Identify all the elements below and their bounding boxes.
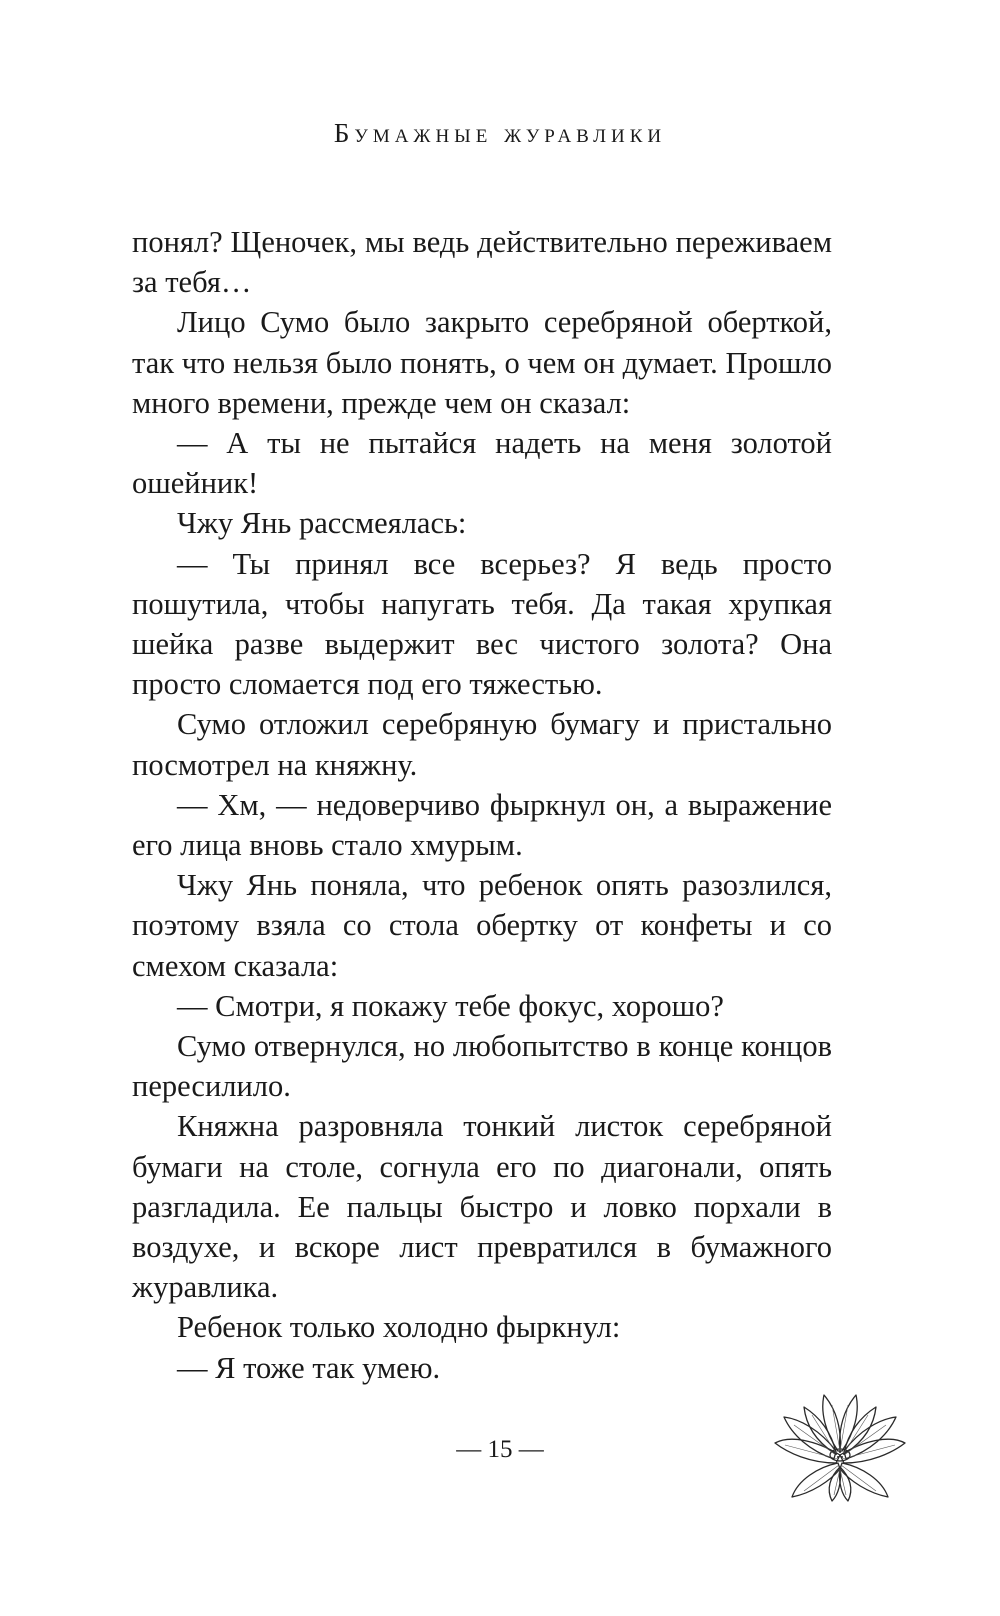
paragraph: понял? Щеночек, мы ведь действительно переживаем за тебя… bbox=[132, 225, 832, 300]
paragraph: Лицо Сумо было закрыто серебряной оберткой, так что нельзя было понять, о чем он думает. Прошло много времени, прежде чем он сказал: bbox=[132, 305, 832, 420]
paragraph: — Хм, — недоверчиво фыркнул он, а выражение его лица вновь стало хмурым. bbox=[132, 787, 832, 863]
paragraph: — Я тоже так умею. bbox=[177, 1350, 441, 1385]
paragraph: Сумо отложил серебряную бумагу и пристально посмотрел на княжну. bbox=[132, 707, 832, 782]
paragraph: Чжу Янь рассмеялась: bbox=[177, 506, 467, 541]
paragraph: Ребенок только холодно фыркнул: bbox=[177, 1310, 621, 1345]
paragraph: — А ты не пытайся надеть на меня золотой ошейник! bbox=[132, 426, 832, 501]
paragraph: Чжу Янь поняла, что ребенок опять разозлился, поэтому взяла со стола обертку от конфеты и со смехом сказала: bbox=[132, 868, 832, 983]
lotus-flower-icon bbox=[770, 1385, 910, 1505]
page-number: — 15 — bbox=[456, 1436, 544, 1463]
paragraph: Сумо отвернулся, но любопытство в конце концов пересилило. bbox=[132, 1029, 832, 1104]
page-body bbox=[132, 222, 832, 1388]
paragraph: — Ты принял все всерьез? Я ведь просто пошутила, чтобы напугать тебя. Да такая хрупкая шейка разве выдержит вес чистого золота? Она просто сломается под его тяжестью. bbox=[132, 546, 832, 702]
paragraph: — Смотри, я покажу тебе фокус, хорошо? bbox=[177, 988, 724, 1023]
paragraph: Княжна разровняла тонкий листок серебряной бумаги на столе, согнула его по диагонали, опять разгладила. Ее пальцы быстро и ловко порхали в воздухе, и вскоре лист превратился в бумажного журавлика. bbox=[132, 1109, 832, 1305]
running-head: Бумажные журавлики bbox=[333, 118, 667, 148]
